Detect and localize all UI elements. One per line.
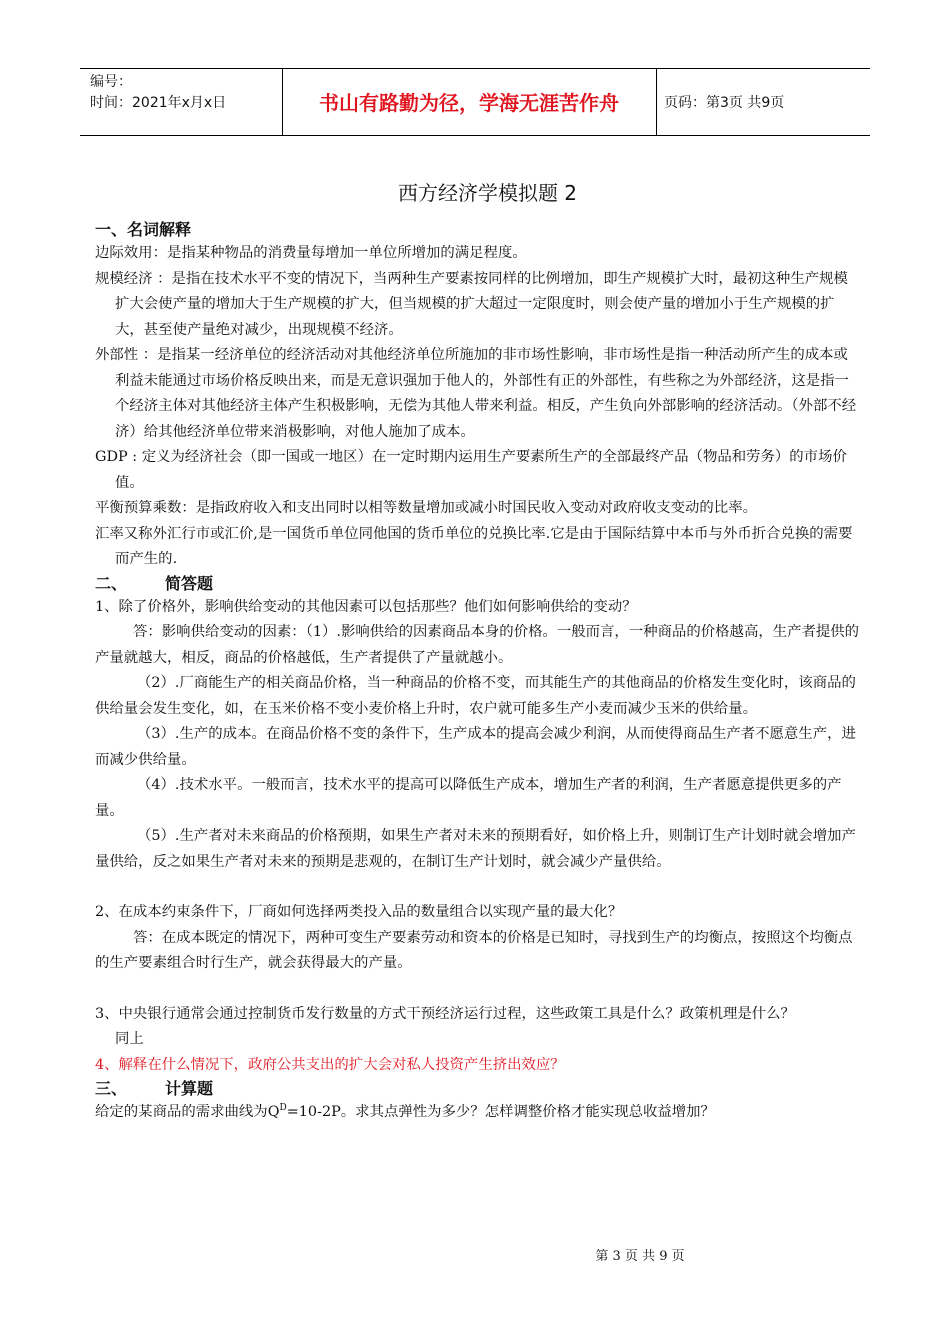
header-meta (90, 72, 226, 114)
answer-paragraph: 同上 (115, 1031, 144, 1047)
definition-item: 边际效用：是指某种物品的消费量每增加一单位所增加的满足程度。 (95, 245, 527, 261)
answer-paragraph: 答：影响供给变动的因素：（1）.影响供给的因素商品本身的价格。一般而言，一种商品的价格越高，生产者提供的产量就越大，相反，商品的价格越低，生产者提供了产量就越小。 (95, 624, 860, 666)
answer-paragraph: （2）.厂商能生产的相关商品价格，当一种商品的价格不变，而其能生产的其他商品的价格发生变化时，该商品的供给量会发生变化，如，在玉米价格不变小麦价格上升时，农户就可能多生产小麦而减少玉米的供给量。 (95, 675, 856, 717)
doc-time-label: 时间：2021年x月x日 (90, 95, 227, 111)
definition-item: 外部性 ：是指某一经济单位的经济活动对其他经济单位所施加的非市场性影响，非市场性是指一种活动所产生的成本或利益未能通过市场价格反映出来，而是无意识强加于他人的，外部性有正的外部性，有些称之为外部经济，这是指一个经济主体对其他经济主体产生积极影响，无偿为其他人带来利益。相反，产生负向外部影响的经济活动。（外部不经济）给其他经济单位带来消极影响，对他人施加了成本。 (95, 347, 857, 440)
document-body (95, 178, 860, 1126)
page-footer: 第 3 页 共 9 页 (595, 1249, 685, 1264)
definition-item: 平衡预算乘数：是指政府收入和支出同时以相等数量增加或减小时国民收入变动对政府收支变动的比率。 (95, 500, 757, 516)
superscript-d: D (279, 1103, 287, 1114)
answer-paragraph: （3）.生产的成本。在商品价格不变的条件下，生产成本的提高会减少利润，从而使得商品生产者不愿意生产，进而减少供给量。 (95, 726, 856, 768)
header-motto: 书山有路勤为径，学海无涯苦作舟 (319, 91, 619, 115)
answer-paragraph: 答：在成本既定的情况下，两种可变生产要素劳动和资本的价格是已知时，寻找到生产的均衡点，按照这个均衡点的生产要素组合时行生产，就会获得最大的产量。 (95, 929, 853, 971)
section-title: 简答题 (165, 573, 214, 593)
section-heading-definitions: 一、名词解释 (95, 220, 192, 239)
answer-paragraph: （4）.技术水平。一般而言，技术水平的提高可以降低生产成本，增加生产者的利润，生产者愿意提供更多的产量。 (95, 777, 842, 819)
section-number: 二、 (95, 573, 128, 593)
header-page-label: 页码：第3页 共9页 (664, 95, 785, 111)
doc-number-label: 编号： (90, 74, 132, 90)
question-1: 1、除了价格外，影响供给变动的其他因素可以包括那些？他们如何影响供给的变动？ (95, 598, 637, 615)
question-4: 4、解释在什么情况下，政府公共支出的扩大会对私人投资产生挤出效应？ (95, 1056, 565, 1073)
definition-item: 规模经济 ：是指在技术水平不变的情况下，当两种生产要素按同样的比例增加，即生产规模扩大时，最初这种生产规模扩大会使产量的增加大于生产规模的扩大，但当规模的扩大超过一定限度时，则会使产量的增加小于生产规模的扩大，甚至使产量绝对减少，出现规模不经济。 (95, 270, 848, 338)
question-3: 3、中央银行通常会通过控制货币发行数量的方式干预经济运行过程，这些政策工具是什么？政策机理是什么？ (95, 1005, 795, 1022)
header-divider-right (656, 68, 657, 135)
header-bottom-rule (80, 135, 870, 136)
definition-item: 汇率又称外汇行市或汇价,是一国货币单位同他国的货币单位的兑换比率.它是由于国际结算中本币与外币折合兑换的需要而产生的. (95, 525, 853, 567)
definition-item: GDP : 定义为经济社会（即一国或一地区）在一定时期内运用生产要素所生产的全部最终产品（物品和劳务）的市场价值。 (95, 449, 847, 491)
section-title: 计算题 (165, 1079, 214, 1098)
section-heading-short-answer (95, 573, 860, 595)
calculation-question: 给定的某商品的需求曲线为$Q^D=10-2P$。求其点弹性为多少？怎样调整价格才能实现总收益增加？ (95, 1103, 715, 1120)
section-number: 三、 (95, 1079, 128, 1098)
section-heading-calculation (95, 1078, 860, 1100)
answer-paragraph: （5）.生产者对未来商品的价格预期，如果生产者对未来的预期看好，如价格上升，则制订生产计划时就会增加产量供给，反之如果生产者对未来的预期是悲观的，在制订生产计划时，就会减少产量供给。 (95, 828, 856, 870)
page-title: 西方经济学模拟题 2 (397, 181, 578, 205)
question-2: 2、在成本约束条件下，厂商如何选择两类投入品的数量组合以实现产量的最大化？ (95, 904, 623, 920)
